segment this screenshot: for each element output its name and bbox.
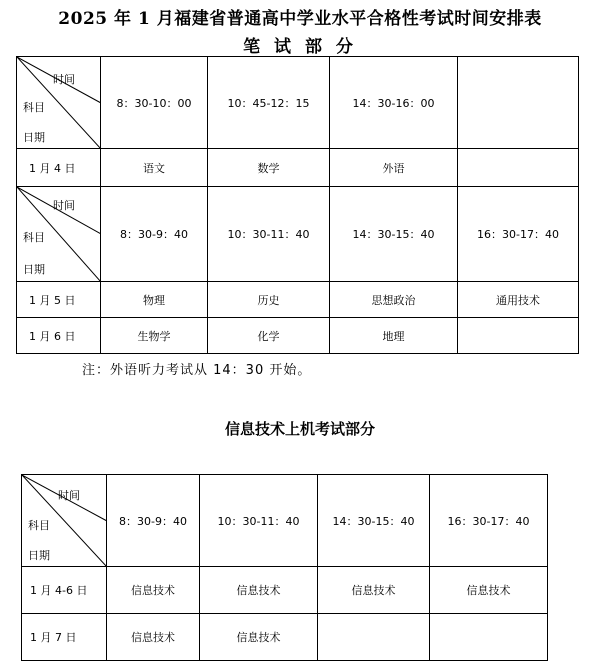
date-cell: 1 月 4-6 日 xyxy=(22,567,107,614)
table-header-row xyxy=(17,187,579,282)
subject-cell: 数学 xyxy=(208,149,330,187)
subject-cell: 信息技术 xyxy=(430,567,548,614)
subject-cell: 外语 xyxy=(330,149,458,187)
subject-cell: 信息技术 xyxy=(107,567,200,614)
header-label-date: 日期 xyxy=(28,549,50,562)
header-label-time: 时间 xyxy=(53,73,75,86)
subject-cell: 思想政治 xyxy=(330,282,458,318)
table-header-row xyxy=(17,57,579,149)
time-slot-header: 8：30-10：00 xyxy=(101,57,208,149)
document-title: 2025 年 1 月福建省普通高中学业水平合格性考试时间安排表 xyxy=(58,9,542,29)
subject-cell: 物理 xyxy=(101,282,208,318)
date-cell: 1 月 7 日 xyxy=(22,614,107,661)
subject-cell: 化学 xyxy=(208,318,330,354)
table-row xyxy=(17,149,579,187)
table-header-row xyxy=(22,475,548,567)
header-label-subject: 科目 xyxy=(23,231,45,244)
subject-cell xyxy=(458,318,579,354)
date-cell: 1 月 5 日 xyxy=(17,282,101,318)
it-exam-table xyxy=(21,474,548,661)
date-cell: 1 月 6 日 xyxy=(17,318,101,354)
header-label-subject: 科目 xyxy=(28,519,50,532)
written-exam-table xyxy=(16,56,579,354)
subject-cell: 信息技术 xyxy=(200,567,318,614)
time-slot-header xyxy=(458,57,579,149)
header-label-date: 日期 xyxy=(23,131,45,144)
time-slot-header: 14：30-16：00 xyxy=(330,57,458,149)
subject-cell xyxy=(318,614,430,661)
diagonal-header-cell xyxy=(22,475,107,567)
diagonal-header-cell xyxy=(17,187,101,282)
table-row xyxy=(17,318,579,354)
subject-cell: 信息技术 xyxy=(107,614,200,661)
table-row xyxy=(22,567,548,614)
table-row xyxy=(17,282,579,318)
written-section-title: 笔 试 部 分 xyxy=(243,37,357,57)
time-slot-header: 8：30-9：40 xyxy=(101,187,208,282)
subject-cell: 通用技术 xyxy=(458,282,579,318)
it-section-title: 信息技术上机考试部分 xyxy=(224,420,375,438)
time-slot-header: 8：30-9：40 xyxy=(107,475,200,567)
header-label-time: 时间 xyxy=(58,489,80,502)
subject-cell xyxy=(458,149,579,187)
subject-cell: 语文 xyxy=(101,149,208,187)
time-slot-header: 16：30-17：40 xyxy=(430,475,548,567)
listening-note: 注：外语听力考试从 14：30 开始。 xyxy=(82,363,312,378)
subject-cell: 生物学 xyxy=(101,318,208,354)
diagonal-header-cell xyxy=(17,57,101,149)
subject-cell: 信息技术 xyxy=(318,567,430,614)
time-slot-header: 10：30-11：40 xyxy=(200,475,318,567)
time-slot-header: 10：45-12：15 xyxy=(208,57,330,149)
time-slot-header: 14：30-15：40 xyxy=(330,187,458,282)
subject-cell: 地理 xyxy=(330,318,458,354)
date-cell: 1 月 4 日 xyxy=(17,149,101,187)
time-slot-header: 10：30-11：40 xyxy=(208,187,330,282)
table-row xyxy=(22,614,548,661)
subject-cell: 历史 xyxy=(208,282,330,318)
time-slot-header: 14：30-15：40 xyxy=(318,475,430,567)
time-slot-header: 16：30-17：40 xyxy=(458,187,579,282)
header-label-date: 日期 xyxy=(23,263,45,276)
subject-cell: 信息技术 xyxy=(200,614,318,661)
subject-cell xyxy=(430,614,548,661)
header-label-subject: 科目 xyxy=(23,101,45,114)
header-label-time: 时间 xyxy=(53,199,75,212)
